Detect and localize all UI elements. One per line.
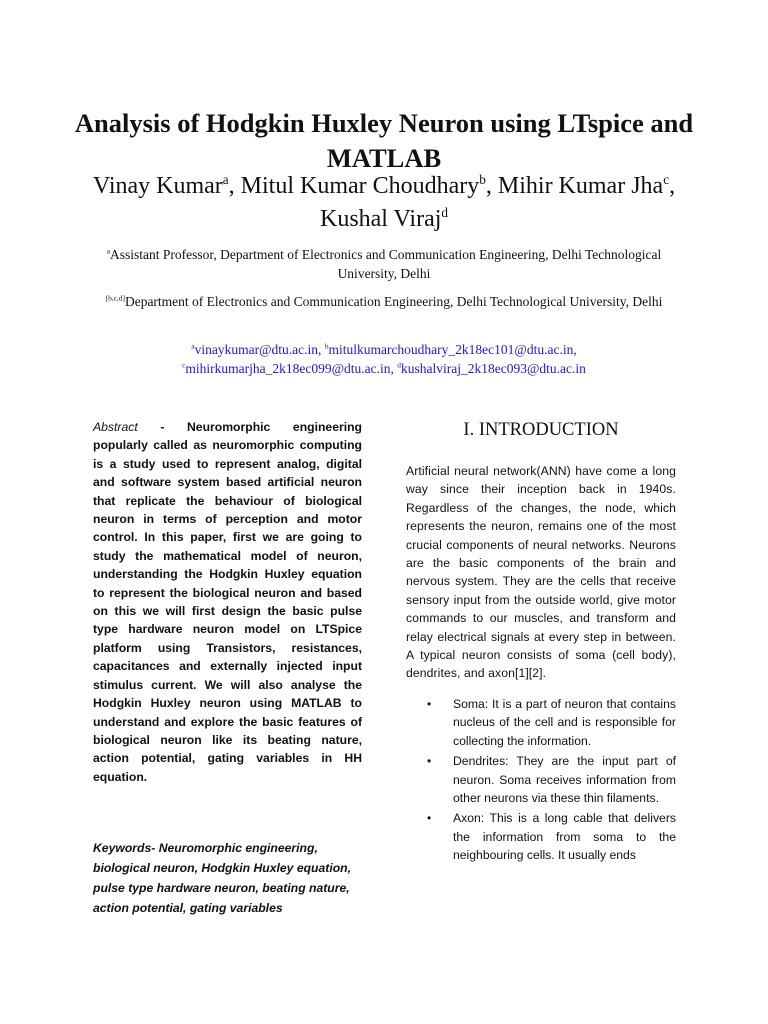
author: Kushal Viraj$^d$ — [319, 205, 449, 232]
abstract-text: - Neuromorphic engineering popularly called as neuromorphic computing is a study used to represent analog, digital and software system based artificial neuron that replicate the behaviour of biological neuron in terms of perception and motor control. In this paper, first we are going to study the mathematical model of neuron, understanding the Hodgkin Huxley equation to represent the biological neuron and based on this we will first design the basic pulse type hardware neuron model on LTSpice platform using Transistors, resistances, capacitances and externally injected input stimulus current. We will also analyse the Hodgkin Huxley neuron using MATLAB to understand and explore the basic features of biological neuron like its beating nature, action potential, gating variables in HH equation. — [93, 420, 362, 784]
author-emails: $^a$vinaykumar@dtu.ac.in, $^b$mitulkumarchoudhary_2k18ec101@dtu.ac.in, $^c$mihirkumarjha_2k18ec099@dtu.ac.in, $^d$kushalviraj_2k18ec093@dtu.ac.in — [182, 341, 586, 376]
abstract-label: Abstract — [93, 420, 138, 434]
author: Mihir Kumar Jha$^c$, — [497, 172, 676, 199]
paper-title: Analysis of Hodgkin Huxley Neuron using LTspice and MATLAB — [74, 107, 694, 173]
bullet-icon: • — [427, 811, 432, 826]
keywords: Keywords- Neuromorphic engineering, biological neuron, Hodgkin Huxley equation, pulse type hardware neuron, beating nature, action potential, gating variables — [93, 841, 351, 915]
abstract-section — [93, 418, 362, 786]
introduction-section — [406, 418, 676, 867]
email-link[interactable]: $^a$vinaykumar@dtu.ac.in — [191, 341, 318, 357]
list-item: • Dendrites: They are the input part of neuron. Soma receives information from other neurons via these thin filaments. — [427, 754, 676, 805]
list-item: • Soma: It is a part of neuron that contains nucleus of the cell and is responsible for collecting the information. — [427, 696, 676, 748]
email-link[interactable]: $^b$mitulkumarchoudhary_2k18ec101@dtu.ac.in — [324, 341, 574, 357]
author-list — [60, 170, 708, 236]
abstract-paragraph — [93, 418, 362, 786]
affiliation: [b,c,d]Department of Electronics and Communication Engineering, Delhi Technological University, Delhi — [105, 293, 663, 309]
neuron-parts-list — [406, 695, 676, 865]
bullet-icon: • — [427, 696, 432, 711]
section-heading: I. INTRODUCTION — [463, 420, 619, 440]
affiliation: $^a$Assistant Professor, Department of Electronics and Communication Engineering, Delhi Technological University, Delhi — [106, 246, 662, 281]
list-item: • Axon: This is a long cable that delivers the information from soma to the neighbouring cells. It usually ends — [427, 811, 676, 863]
email-link[interactable]: $^c$mihirkumarjha_2k18ec099@dtu.ac.in — [182, 360, 391, 376]
author: Vinay Kumar$^a$, — [92, 172, 241, 199]
author: Mitul Kumar Choudhary$^b$, — [240, 172, 498, 199]
bullet-icon: • — [427, 754, 432, 769]
intro-paragraph: Artificial neural network(ANN) have come a long way since their inception back in 1940s. Regardless of the changes, the node, which represents the neuron, remains one of the most crucial components of neural networks. Neurons are the basic components of the brain and nervous system. They are the cells that receive sensory input from the outside world, give motor commands to our muscles, and transform and relay electrical signals at every step in between. A typical neuron consists of soma (cell body), dendrites, and axon[1][2]. — [406, 464, 676, 681]
email-link[interactable]: $^d$kushalviraj_2k18ec093@dtu.ac.in — [397, 360, 586, 376]
